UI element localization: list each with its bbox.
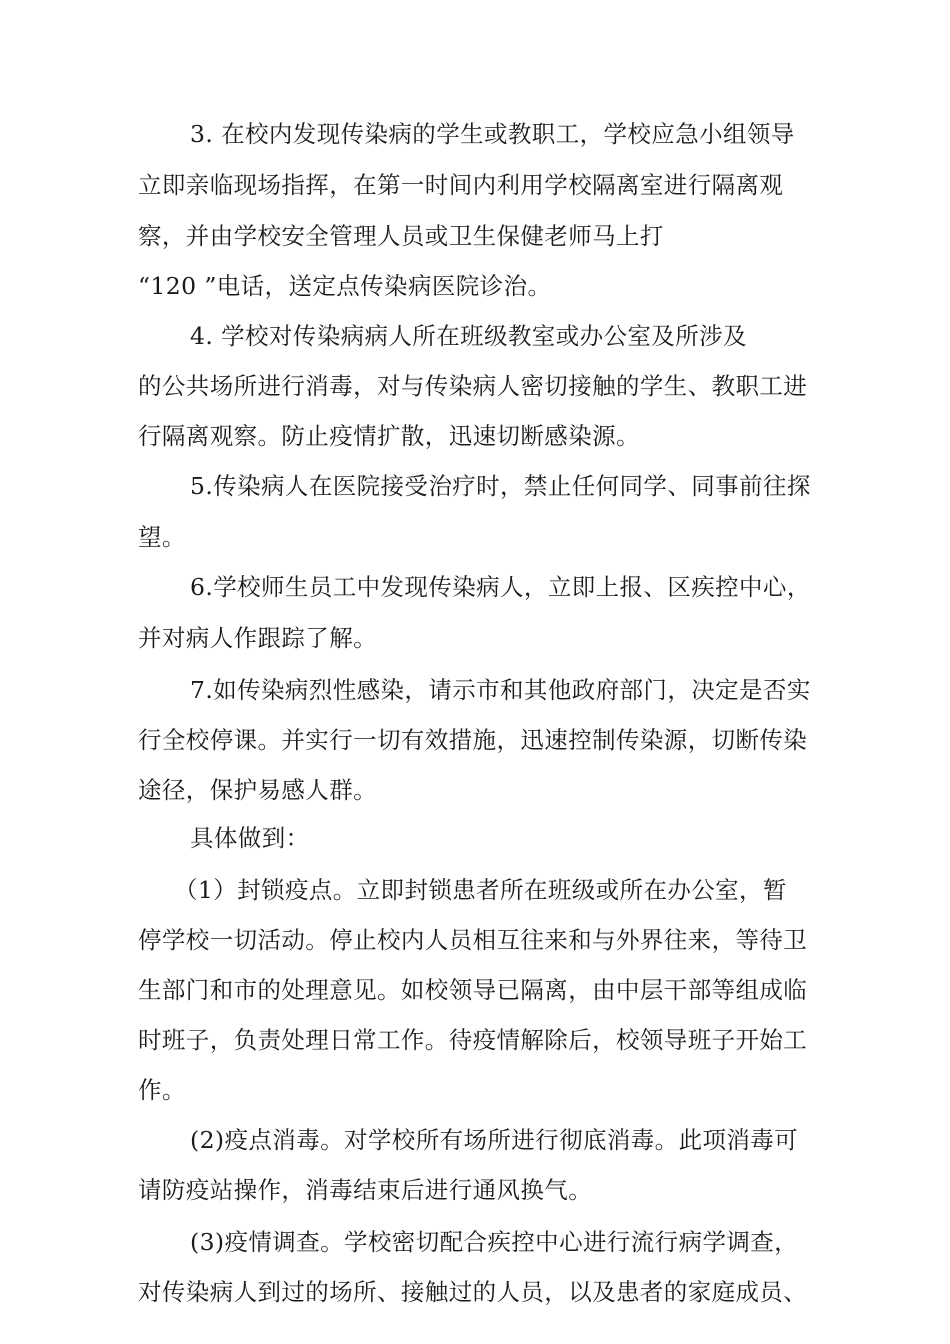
paragraph-3-line-1: 3. 在校内发现传染病的学生或教职工，学校应急小组领导	[190, 120, 795, 148]
paragraph-7-line-2: 行全校停课。并实行一切有效措施，迅速控制传染源，切断传染	[138, 726, 808, 754]
paragraph-4-line-2: 的公共场所进行消毒，对与传染病人密切接触的学生、教职工进	[138, 372, 808, 400]
paragraph-4-line-1: 4. 学校对传染病病人所在班级教室或办公室及所涉及	[190, 322, 747, 350]
paragraph-5-line-2: 望。	[138, 523, 186, 551]
paragraph-4-line-3: 行隔离观察。防止疫情扩散，迅速切断感染源。	[138, 422, 640, 450]
paragraph-3-line-4: “120 ”电话，送定点传染病医院诊治。	[138, 272, 552, 300]
subheading-specifics: 具体做到：	[190, 824, 310, 852]
paragraph-6-line-2: 并对病人作跟踪了解。	[138, 624, 377, 652]
paragraph-3-line-2: 立即亲临现场指挥，在第一时间内利用学校隔离室进行隔离观	[138, 171, 784, 199]
item-1-line-5: 作。	[138, 1076, 186, 1104]
item-2-line-2: 请防疫站操作，消毒结束后进行通风换气。	[138, 1176, 593, 1204]
paragraph-5-line-1: 5.传染病人在医院接受治疗时，禁止任何同学、同事前往探	[190, 472, 811, 500]
item-1-line-3: 生部门和市的处理意见。如校领导已隔离，由中层干部等组成临	[138, 976, 808, 1004]
paragraph-6-line-1: 6.学校师生员工中发现传染病人，立即上报、区疾控中心，	[190, 573, 811, 601]
item-3-line-1: (3)疫情调查。学校密切配合疾控中心进行流行病学调查，	[190, 1228, 799, 1256]
item-2-line-1: (2)疫点消毒。对学校所有场所进行彻底消毒。此项消毒可	[190, 1126, 799, 1154]
item-1-line-2: 停学校一切活动。停止校内人员相互往来和与外界往来，等待卫	[138, 926, 808, 954]
item-1-line-1: （1）封锁疫点。立即封锁患者所在班级或所在办公室，暂	[174, 876, 787, 904]
paragraph-3-line-3: 察，并由学校安全管理人员或卫生保健老师马上打	[138, 222, 664, 250]
item-3-line-2: 对传染病人到过的场所、接触过的人员，以及患者的家庭成员、	[138, 1278, 808, 1306]
item-1-line-4: 时班子，负责处理日常工作。待疫情解除后，校领导班子开始工	[138, 1026, 808, 1054]
paragraph-7-line-1: 7.如传染病烈性感染，请示市和其他政府部门，决定是否实	[190, 676, 811, 704]
paragraph-7-line-3: 途径，保护易感人群。	[138, 776, 377, 804]
